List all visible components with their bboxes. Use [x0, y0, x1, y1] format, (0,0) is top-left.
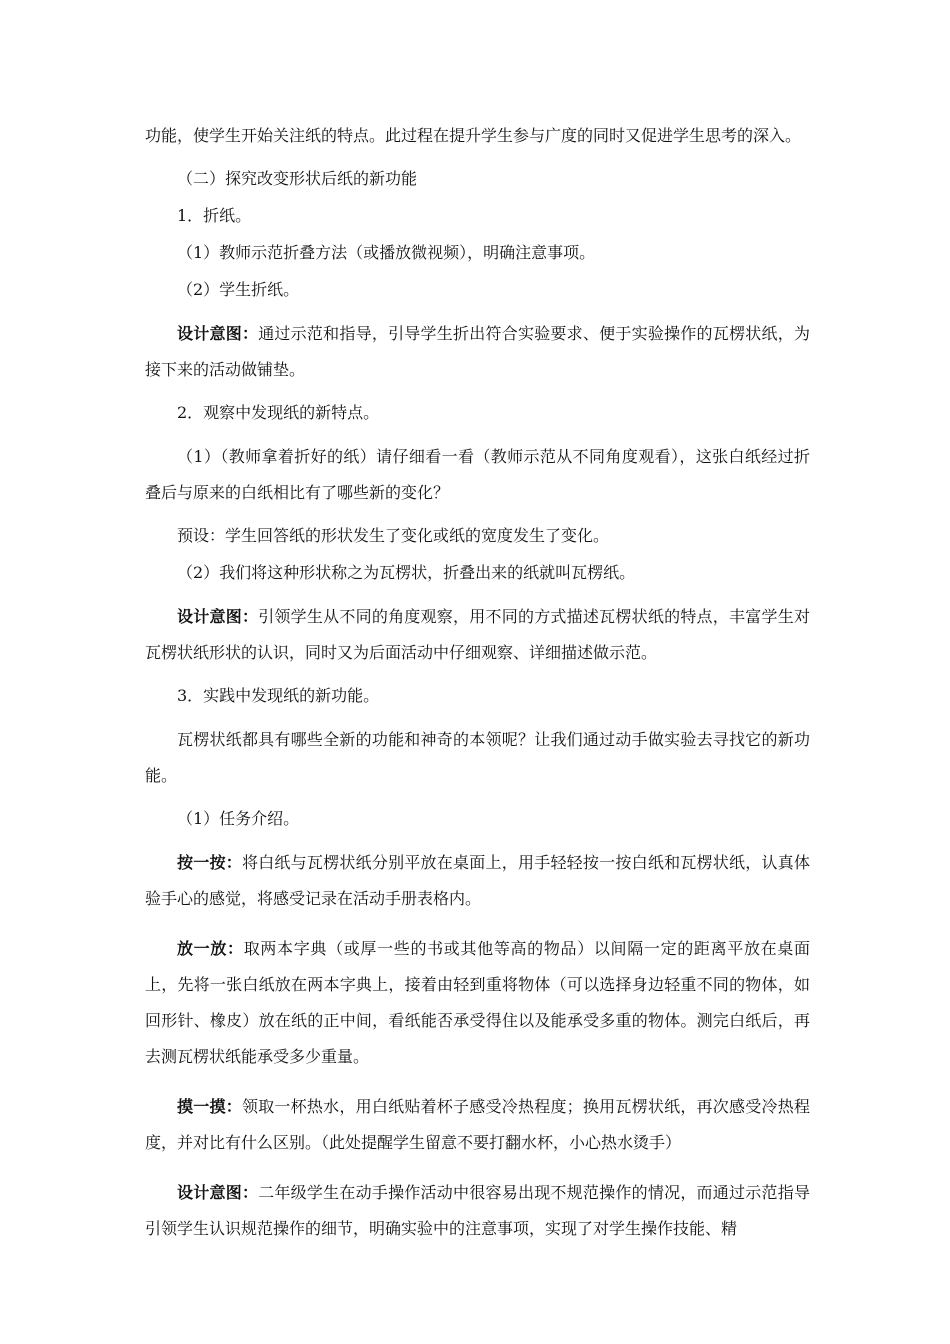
- body-paragraph: [145, 722, 810, 794]
- substep-item: [145, 242, 810, 264]
- paragraph-text: 二年级学生在动手操作活动中很容易出现不规范操作的情况，而通过示范指导引领学生认识规范操作的细节，明确实验中的注意事项，实现了对学生操作技能、精: [145, 1183, 810, 1238]
- task-press: [145, 845, 810, 917]
- task-label: 放一放：: [177, 939, 244, 958]
- design-intent-paragraph: [145, 1175, 810, 1247]
- paragraph-text: 领取一杯热水，用白纸贴着杯子感受冷热程度；换用瓦楞状纸，再次感受冷热程度，并对比有什么区别。（此处提醒学生留意不要打翻水杯，小心热水烫手）: [145, 1097, 810, 1152]
- substep-text: （2）学生折纸。: [177, 280, 300, 299]
- paragraph-text: 通过示范和指导，引导学生折出符合实验要求、便于实验操作的瓦楞状纸，为接下来的活动做铺垫。: [145, 324, 810, 379]
- section-heading: [145, 168, 810, 190]
- paragraph-text: 瓦楞状纸都具有哪些全新的功能和神奇的本领呢？让我们通过动手做实验去寻找它的新功能。: [145, 730, 810, 785]
- step-text: 3．实践中发现纸的新功能。: [177, 686, 380, 705]
- substep-item: [145, 562, 810, 584]
- step-text: 2．观察中发现纸的新特点。: [177, 403, 380, 422]
- task-label: 按一按：: [177, 853, 242, 872]
- document-body: [145, 118, 810, 1261]
- design-intent-paragraph: [145, 599, 810, 671]
- substep-item: [145, 279, 810, 301]
- paragraph-text: 功能，使学生开始关注纸的特点。此过程在提升学生参与广度的同时又促进学生思考的深入。: [145, 126, 802, 145]
- task-touch: [145, 1089, 810, 1161]
- paragraph-text: 引领学生从不同的角度观察，用不同的方式描述瓦楞状纸的特点，丰富学生对瓦楞状纸形状的认识，同时又为后面活动中仔细观察、详细描述做示范。: [145, 607, 810, 662]
- step-text: 1．折纸。: [177, 206, 252, 225]
- design-intent-label: 设计意图：: [177, 607, 259, 626]
- substep-text: （2）我们将这种形状称之为瓦楞状，折叠出来的纸就叫瓦楞纸。: [177, 563, 636, 582]
- paragraph-text: 取两本字典（或厚一些的书或其他等高的物品）以间隔一定的距离平放在桌面上，先将一张白纸放在两本字典上，接着由轻到重将物体（可以选择身边轻重不同的物体，如回形针、橡皮）放在纸的正中间，看纸能否承受得住以及能承受多重的物体。测完白纸后，再去测瓦楞状纸能承受多少重量。: [145, 939, 810, 1066]
- substep-text: （1）教师示范折叠方法（或播放微视频），明确注意事项。: [177, 243, 596, 262]
- task-place: [145, 931, 810, 1075]
- substep-item: [145, 439, 810, 511]
- task-label: 摸一摸：: [177, 1097, 242, 1116]
- paragraph-text: 预设：学生回答纸的形状发生了变化或纸的宽度发生了变化。: [177, 526, 610, 545]
- step-heading: [145, 685, 810, 707]
- paragraph-continuation: [145, 118, 810, 154]
- design-intent-label: 设计意图：: [177, 1183, 259, 1202]
- step-heading: [145, 402, 810, 424]
- design-intent-label: 设计意图：: [177, 324, 259, 343]
- heading-text: （二）探究改变形状后纸的新功能: [177, 169, 418, 188]
- preset-answer: [145, 525, 810, 547]
- paragraph-text: 将白纸与瓦楞状纸分别平放在桌面上，用手轻轻按一按白纸和瓦楞状纸，认真体验手心的感觉，将感受记录在活动手册表格内。: [145, 853, 810, 908]
- step-heading: [145, 205, 810, 227]
- design-intent-paragraph: [145, 316, 810, 388]
- substep-text: （1）（教师拿着折好的纸）请仔细看一看（教师示范从不同角度观看），这张白纸经过折叠后与原来的白纸相比有了哪些新的变化？: [145, 447, 810, 502]
- substep-item: [145, 808, 810, 830]
- substep-text: （1）任务介绍。: [177, 809, 300, 828]
